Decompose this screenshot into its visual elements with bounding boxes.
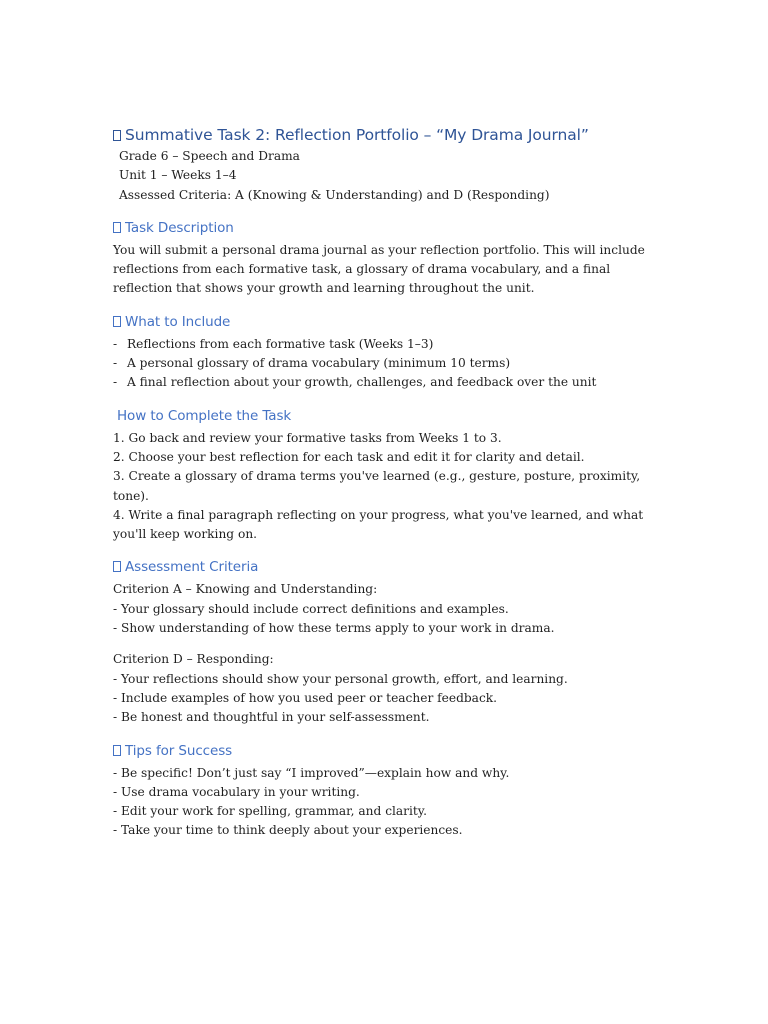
missing-glyph-icon	[113, 130, 121, 141]
criterion-a-item: - Your glossary should include correct definitions and examples.	[113, 601, 509, 616]
what-to-include-heading	[113, 312, 658, 332]
criterion-a-title: Criterion A – Knowing and Understanding:	[113, 582, 378, 597]
task-description-heading	[113, 218, 658, 238]
missing-glyph-icon	[113, 745, 121, 756]
step-item: 4. Write a final paragraph reflecting on your progress, what you've learned, and what you'll keep working on.	[113, 507, 644, 542]
task-description-heading-text: Task Description	[125, 219, 234, 236]
list-item: - Reflections from each formative task (Weeks 1–3)	[113, 335, 658, 354]
tip-item: - Be specific! Don’t just say “I improved”—explain how and why.	[113, 765, 510, 780]
how-to-complete-section	[113, 406, 658, 545]
criterion-d-item: - Be honest and thoughtful in your self-assessment.	[113, 710, 430, 725]
list-item-text: A personal glossary of drama vocabulary (minimum 10 terms)	[127, 356, 511, 371]
step-item: 3. Create a glossary of drama terms you've learned (e.g., gesture, posture, proximity, tone).	[113, 469, 641, 503]
tip-item: - Edit your work for spelling, grammar, and clarity.	[113, 804, 427, 819]
list-item: - A personal glossary of drama vocabulary (minimum 10 terms)	[113, 354, 658, 373]
task-description-section	[113, 218, 658, 299]
meta-criteria: Assessed Criteria: A (Knowing & Understanding) and D (Responding)	[119, 187, 550, 202]
tip-item: - Use drama vocabulary in your writing.	[113, 784, 360, 799]
assessment-criteria-heading	[113, 557, 658, 577]
what-to-include-section	[113, 312, 658, 393]
list-item: - A final reflection about your growth, challenges, and feedback over the unit	[113, 373, 658, 392]
how-to-complete-heading: How to Complete the Task	[117, 407, 292, 424]
tips-section	[113, 741, 658, 841]
assessment-criteria-section	[113, 557, 658, 727]
meta-unit: Unit 1 – Weeks 1–4	[119, 168, 237, 183]
list-item-text: A final reflection about your growth, challenges, and feedback over the unit	[127, 375, 597, 390]
missing-glyph-icon	[113, 316, 121, 327]
missing-glyph-icon	[113, 222, 121, 233]
document-page	[113, 124, 658, 841]
tips-heading	[113, 741, 658, 761]
criterion-d-title: Criterion D – Responding:	[113, 652, 274, 667]
task-description-text: You will submit a personal drama journal as your reflection portfolio. This will include reflections from each formative task, a glossary of drama vocabulary, and a final reflection that shows your growth and learning throughout the unit.	[113, 242, 645, 296]
document-title	[113, 124, 658, 146]
tip-item: - Take your time to think deeply about your experiences.	[113, 823, 463, 838]
criterion-d-item: - Include examples of how you used peer or teacher feedback.	[113, 690, 498, 705]
step-item: 2. Choose your best reflection for each task and edit it for clarity and detail.	[113, 449, 585, 464]
what-to-include-heading-text: What to Include	[125, 313, 231, 330]
criterion-a-item: - Show understanding of how these terms apply to your work in drama.	[113, 621, 555, 636]
meta-grade: Grade 6 – Speech and Drama	[119, 149, 300, 163]
assessment-criteria-heading-text: Assessment Criteria	[125, 559, 259, 576]
document-meta	[113, 147, 658, 205]
criterion-d-item: - Your reflections should show your personal growth, effort, and learning.	[113, 671, 568, 686]
tips-heading-text: Tips for Success	[125, 742, 233, 759]
list-item-text: Reflections from each formative task (Weeks 1–3)	[127, 336, 434, 351]
document-title-text: Summative Task 2: Reflection Portfolio – “My Drama Journal”	[125, 126, 589, 144]
step-item: 1. Go back and review your formative tasks from Weeks 1 to 3.	[113, 430, 502, 445]
missing-glyph-icon	[113, 561, 121, 572]
